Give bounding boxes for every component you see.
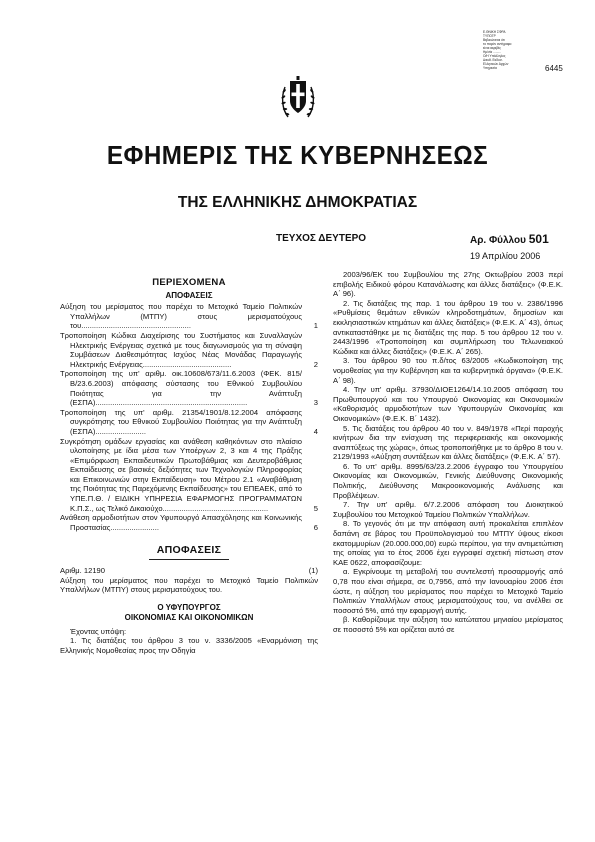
decision-number-line	[60, 566, 318, 576]
decisions-heading: ΑΠΟΦΑΣΕΙΣ	[156, 544, 222, 557]
paragraph: 2. Τις διατάξεις της παρ. 1 του άρθρου 19 του ν. 2386/1996 «Ρυθμίσεις θεμάτων εθνικών κληροδοτημάτων, δημοσίων και εκκλησιαστικών κτημάτων και άλλες διατάξεις» (Φ.Ε.Κ. Α΄ 43), όπως αντικαταστάθηκε με τις διατάξεις της παρ. 5 του άρθρου 12 του ν. 2443/1996 «Τροποποίηση και συμπλήρωση του Τελωνειακού Κώδικα και άλλες διατάξεις» (Φ.Ε.Κ. Α΄ 265).	[333, 298, 563, 356]
toc-item-text: Τροποποίηση της υπ' αριθμ. οικ.10608/673/11.6.2003 (ΦΕΚ. 815/Β/23.6.2003) απόφασης σύστασης του Εθνικού Συμβουλίου Ποιότητας για την Ανάπτυξη (ΕΣΠΑ)........................................................................	[60, 369, 302, 408]
stamp-line: Ο/Η Υπάλληλος	[483, 54, 506, 58]
toc-item-text: Αύξηση του μερίσματος που παρέχει το Μετοχικό Ταμείο Πολιτικών Υπαλλήλων (ΜΤΠΥ) στους μερισματούχους του....................................................	[60, 302, 302, 331]
decision-number: Αριθμ. 12190	[60, 566, 106, 576]
paragraph: 6. Το υπ' αριθμ. 8995/63/23.2.2006 έγγραφο του Υπουργείου Οικονομίας και Οικονομικών, Γενικής Διεύθυνσης Οικονομικής Πολιτικής, Διεύθυνσης Μακροοικονομικής Ανάλυσης και Προβλέψεων.	[333, 461, 563, 500]
paragraph: 7. Την υπ' αριθμ. 6/7.2.2006 απόφαση του Διοικητικού Συμβουλίου του Μετοχικού Ταμείου Πολιτικών Υπαλλήλων.	[333, 500, 563, 519]
table-of-contents	[60, 302, 318, 532]
toc-item[interactable]	[60, 331, 318, 369]
toc-item-page: 3	[313, 398, 318, 408]
toc-item[interactable]	[60, 513, 318, 532]
decision-title: Αύξηση του μερίσματος που παρέχει το Μετοχικό Ταμείο Πολιτικών Υπαλλήλων (ΜΤΠΥ) στους μερισματούχους του.	[60, 575, 318, 595]
issue-date: 19 Απριλίου 2006	[470, 251, 541, 261]
contents-subheading: ΑΠΟΦΑΣΕΙΣ	[165, 290, 213, 300]
left-column	[60, 270, 318, 656]
stamp-line: Βεβαιώνεται ότι	[483, 38, 505, 42]
toc-item-text: Συγκρότηση ομάδων εργασίας και ανάθεση καθηκόντων στο πλαίσιο υλοποίησης με ίδια μέσα των Υποέργων 2, 3 και 4 της Πράξης «Επιμόρφωση Εκπαιδευτικών Πρωτοβάθμιας και Δευτεροβάθμιας Εκπαίδευσης σε βασικές δεξιότητες των Τεχνολογιών Πληροφορίας και Επικοινωνιών στην Εκπαίδευση» του Μέτρου 2.1 «Αναβάθμιση της Ποιότητας της Παρεχόμενης Εκπαίδευσης» του ΕΠΕΑΕΚ, από το ΥΠΕ.Π.Θ. / ΕΙΔΙΚΗ ΥΠΗΡΕΣΙΑ ΕΦΑΡΜΟΓΗΣ ΠΡΟΓΡΑΜΜΑΤΩΝ Κ.Π.Σ., ως Τελικό Δικαιούχο..................................................	[60, 436, 302, 513]
toc-item-page: 4	[313, 426, 318, 436]
paragraph: α. Εγκρίνουμε τη μεταβολή του συντελεστή προσαρμογής από 0,78 που είναι σήμερα, σε 0,7956, από την Ιανουαρίου 2006 έτσι ώστε, η αύξηση του μερίσματος που παρέχει το Μετοχικό Ταμείο Πολιτικών Υπαλλήλων στους μερισματούχους του, να ανέλθει σε ποσοστό 5%, από την εφαρμογή αυτής.	[333, 567, 563, 615]
issue-label: ΤΕΥΧΟΣ ΔΕΥΤΕΡΟ	[276, 233, 367, 244]
greek-coat-of-arms-icon	[280, 73, 316, 121]
gazette-title: ΕΦΗΜΕΡΙΣ ΤΗΣ ΚΥΒΕΡΝΗΣΕΩΣ	[106, 140, 489, 170]
stamp-line: είναι ακριβές	[483, 46, 501, 50]
heading-divider	[149, 559, 229, 560]
stamp-line: ΤΥΠΟΓΡ	[483, 34, 496, 38]
stamp-line: Ε.ΘΝΙΚΗ ΣΦΡΑ	[483, 30, 506, 34]
paragraph: 2003/96/ΕΚ του Συμβουλίου της 27ης Οκτωβρίου 2003 περί επιβολής Ειδικού φόρου Κατανάλωσης και άλλες διατάξεις» (Φ.Ε.Κ. Α΄ 96).	[333, 270, 563, 299]
stamp-line: Υπηρεσία	[483, 66, 497, 70]
stamp-line: Ελληνικών Αρχών	[483, 62, 509, 66]
paragraph: β. Καθορίζουμε την αύξηση του κατώτατου μηνιαίου μερίσματος σε ποσοστό 5% και ορίζεται αυτό σε	[333, 615, 563, 634]
considering-label: Έχοντας υπόψη:	[70, 626, 127, 636]
toc-item[interactable]	[60, 437, 318, 514]
stamp-line: Διευθ. Εκδοσ.	[483, 58, 503, 62]
toc-item-text: Τροποποίηση της υπ' αριθμ. 21354/1901/8.12.2004 απόφασης συγκρότησης του Εθνικού Συμβουλίου Ποιότητας για την Ανάπτυξη (ΕΣΠΑ)........................	[60, 407, 302, 436]
stamp-line: το παρόν αντίγραφο	[483, 42, 512, 46]
toc-item[interactable]	[60, 408, 318, 437]
certification-stamp	[483, 30, 543, 70]
toc-item[interactable]	[60, 369, 318, 407]
ministry-name: ΟΙΚΟΝΟΜΙΑΣ ΚΑΙ ΟΙΚΟΝΟΜΙΚΩΝ	[124, 612, 254, 622]
toc-item-page: 5	[313, 503, 318, 513]
sheet-label: Αρ. Φύλλου	[470, 235, 526, 246]
paragraph: 5. Τις διατάξεις του άρθρου 40 του ν. 849/1978 «Περί παροχής κινήτρων δια την ενίσχυση της περιφερειακής και οικονομικής αναπτύξεως της χώρας», όπως τροποποιήθηκε με το άρθρο 8 του ν. 2129/1993 «Αύξηση συντάξεων και άλλες διατάξεις» (Φ.Ε.Κ. Α΄ 57).	[333, 423, 563, 462]
paragraph: 8. Το γεγονός ότι με την απόφαση αυτή προκαλείται επιπλέον δαπάνη σε βάρος του Προϋπολογισμού του ΜΤΠΥ ύψους είκοσι εκατομμυρίων (20.000.000,00) ευρώ περίπου, για την αντιμετώπιση της οποίας για το έτος 2006 έχει εγγραφεί σχετική πίστωση στον ΚΑΕ 0622, αποφασίζουμε:	[333, 519, 563, 567]
sheet-number-line	[470, 232, 549, 246]
decision-index: (1)	[308, 566, 318, 576]
toc-item-page: 6	[313, 522, 318, 532]
toc-item-text: Ανάθεση αρμοδιοτήτων στον Υφυπουργό Απασχόλησης και Κοινωνικής Προστασίας.......................	[60, 513, 302, 532]
stamp-line: Ημ/νία .........	[483, 50, 502, 54]
contents-heading: ΠΕΡΙΕΧΟΜΕΝΑ	[152, 277, 226, 288]
paragraph: 3. Του άρθρου 90 του π.δ/τος 63/2005 «Κωδικοποίηση της νομοθεσίας για την Κυβέρνηση και τα κυβερνητικά όργανα» (Φ.Ε.Κ. Α΄ 98).	[333, 356, 563, 385]
paragraph: 1. Τις διατάξεις του άρθρου 3 του ν. 3336/2005 «Εναρμόνιση της Ελληνικής Νομοθεσίας προς την Οδηγία	[60, 636, 318, 655]
minister-block	[60, 603, 318, 623]
gazette-subtitle: ΤΗΣ ΕΛΛΗΝΙΚΗΣ ΔΗΜΟΚΡΑΤΙΑΣ	[177, 194, 418, 211]
toc-item-page: 2	[313, 359, 318, 369]
right-column	[333, 270, 563, 635]
sheet-number: 501	[528, 232, 549, 246]
page-number: 6445	[545, 64, 563, 73]
minister-title: Ο ΥΦΥΠΟΥΡΓΟΣ	[157, 602, 221, 612]
toc-item[interactable]	[60, 302, 318, 331]
toc-item-text: Τροποποίηση Κώδικα Διαχείρισης του Συστήματος και Συναλλαγών Ηλεκτρικής Ενέργειας σχετικά με τους διαγωνισμούς για τη σύναψη Συμβάσεων Διαθεσιμότητας Ισχύος Νέας Μονάδας Παραγωγής Ηλεκτρικής Ενέργειας..........................................	[60, 330, 302, 369]
toc-item-page: 1	[313, 321, 318, 331]
paragraph: 4. Την υπ' αριθμ. 37930/ΔΙΟΕ1264/14.10.2005 απόφαση του Πρωθυπουργού και του Υπουργού Οικονομίας και Οικονομικών «Καθορισμός αρμοδιοτήτων των Υφυπουργών Οικονομίας και Οικονομικών» (Φ.Ε.Κ. Β΄ 1432).	[333, 385, 563, 423]
